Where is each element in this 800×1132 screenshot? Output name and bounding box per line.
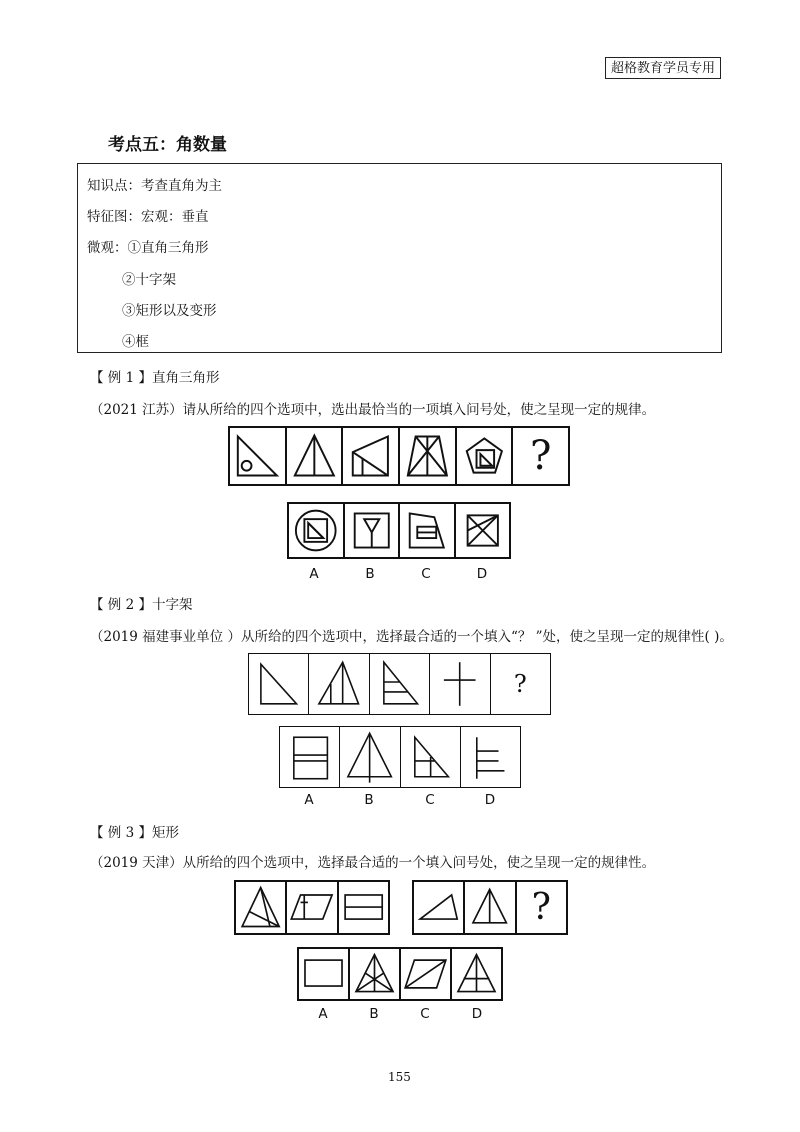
example-2-question: （2019 福建事业单位 ）从所给的四个选项中，选择最合适的一个填入“？ ”处，使之呈现一定的规律性( )。 — [90, 629, 733, 645]
section-title: 考点五：角数量 — [108, 135, 227, 155]
ex1-figure-1 — [230, 428, 285, 484]
ex3-group1-figure-3 — [337, 882, 388, 933]
ex3-option-c-figure[interactable] — [399, 949, 450, 999]
ex3-option-d-figure[interactable] — [450, 949, 501, 999]
ex3-option-b-figure[interactable] — [348, 949, 399, 999]
example-1-question-figures — [228, 426, 570, 486]
example-3-group-1 — [234, 880, 390, 935]
ex1-figure-5 — [455, 428, 512, 484]
ex3-question-mark-cell — [515, 882, 566, 933]
ex3-group2-figure-2 — [463, 882, 514, 933]
feature-micro-4: ④框 — [122, 334, 149, 350]
example-1-question: （2021 江苏）请从所给的四个选项中，选出最恰当的一项填入问号处，使之呈现一定的规律。 — [90, 402, 656, 418]
example-2-question-figures — [248, 653, 551, 715]
ex1-option-b-figure[interactable] — [343, 504, 399, 557]
header-stamp: 超格教育学员专用 — [605, 57, 721, 79]
ex1-option-c-label[interactable]: C — [421, 566, 431, 582]
ex1-figure-3 — [341, 428, 398, 484]
ex2-option-c-figure[interactable] — [400, 727, 460, 787]
example-3-options — [297, 947, 503, 1001]
ex3-option-d-label[interactable]: D — [471, 1006, 483, 1022]
example-2-options — [279, 726, 521, 788]
ex1-question-mark-cell — [511, 428, 568, 484]
ex1-figure-4 — [398, 428, 455, 484]
ex2-option-a-figure[interactable] — [280, 727, 339, 787]
ex2-figure-4 — [429, 654, 489, 714]
ex3-group1-figure-1 — [236, 882, 285, 933]
ex2-option-b-label[interactable]: B — [364, 792, 374, 808]
question-mark-icon: ? — [513, 670, 527, 698]
ex2-option-b-figure[interactable] — [339, 727, 399, 787]
knowledge-box — [77, 163, 722, 353]
ex2-option-a-label[interactable]: A — [304, 792, 314, 808]
ex1-option-c-figure[interactable] — [398, 504, 454, 557]
question-mark-icon: ? — [531, 887, 551, 928]
feature-micro-2: ②十字架 — [122, 272, 176, 288]
ex2-figure-3 — [369, 654, 429, 714]
ex3-group2-figure-1 — [414, 882, 463, 933]
ex3-option-c-label[interactable]: C — [420, 1006, 430, 1022]
feature-micro-1: 微观：①直角三角形 — [87, 240, 209, 256]
example-3-heading: 【 例 3 】矩形 — [90, 825, 179, 841]
ex2-option-d-label[interactable]: D — [484, 792, 496, 808]
knowledge-point: 知识点：考查直角为主 — [87, 178, 222, 194]
ex2-question-mark-cell — [490, 654, 550, 714]
ex3-option-b-label[interactable]: B — [369, 1006, 379, 1022]
ex1-figure-2 — [285, 428, 342, 484]
page-number: 155 — [388, 1070, 411, 1084]
ex1-option-a-label[interactable]: A — [309, 566, 319, 582]
ex2-figure-1 — [249, 654, 308, 714]
ex2-option-d-figure[interactable] — [460, 727, 520, 787]
example-1-heading: 【 例 1 】直角三角形 — [90, 370, 220, 386]
feature-micro-3: ③矩形以及变形 — [122, 303, 217, 319]
ex1-option-d-label[interactable]: D — [476, 566, 488, 582]
example-3-group-2 — [412, 880, 568, 935]
example-3-question: （2019 天津）从所给的四个选项中，选择最合适的一个填入问号处，使之呈现一定的规律性。 — [90, 855, 656, 871]
feature-macro: 特征图：宏观：垂直 — [87, 209, 209, 225]
ex3-group1-figure-2 — [285, 882, 336, 933]
ex1-option-d-figure[interactable] — [454, 504, 510, 557]
question-mark-icon: ? — [529, 433, 552, 479]
example-2-heading: 【 例 2 】十字架 — [90, 597, 193, 613]
ex3-option-a-label[interactable]: A — [318, 1006, 328, 1022]
ex1-option-a-figure[interactable] — [289, 504, 343, 557]
ex2-option-c-label[interactable]: C — [425, 792, 435, 808]
ex3-option-a-figure[interactable] — [299, 949, 348, 999]
ex2-figure-2 — [308, 654, 368, 714]
ex1-option-b-label[interactable]: B — [365, 566, 375, 582]
example-1-options — [287, 502, 511, 559]
